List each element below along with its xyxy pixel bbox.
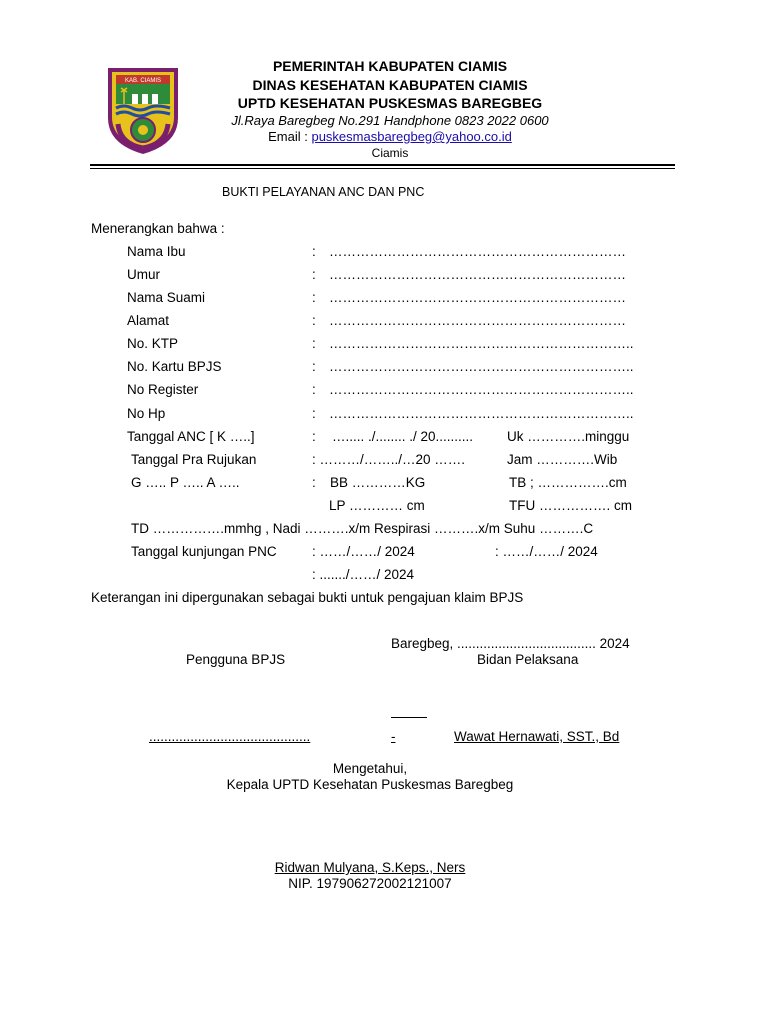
header-city: Ciamis <box>371 146 409 160</box>
field-sep: : <box>312 267 316 282</box>
field-sep: : <box>312 313 316 328</box>
header-department: DINAS KESEHATAN KABUPATEN CIAMIS <box>252 77 528 93</box>
acknowledge-text: Mengetahui, <box>332 761 408 776</box>
pnc-date-2[interactable]: : ……/……/ 2024 <box>495 544 598 559</box>
header-puskesmas: UPTD KESEHATAN PUSKESMAS BAREGBEG <box>237 95 543 111</box>
header-email-line <box>180 129 600 144</box>
place-date: Baregbeg, ..................................... 2024 <box>391 636 630 651</box>
gpa-tb[interactable]: TB ; …………….cm <box>509 475 627 490</box>
pnc-date-1[interactable]: : ……/……/ 2024 <box>312 544 415 559</box>
field-sep: : <box>312 336 316 351</box>
field-label-nama-ibu: Nama Ibu <box>127 244 186 259</box>
email-link[interactable]: puskesmasbaregbeg@yahoo.co.id <box>311 129 512 144</box>
anc-sep: : <box>312 429 316 444</box>
rujukan-date[interactable]: : ………/……../…20 ……. <box>312 452 466 467</box>
header-divider <box>90 164 675 166</box>
gpa-label: G ….. P ….. A ….. <box>131 475 240 490</box>
vitals-line[interactable]: TD …………….mmhg , Nadi ……….x/m Respirasi ……….x/m Suhu ……….C <box>131 521 594 536</box>
signature-dash: - <box>391 729 396 744</box>
field-label-no-ktp: No. KTP <box>127 336 179 351</box>
document-title: BUKTI PELAYANAN ANC DAN PNC <box>222 185 425 199</box>
field-value-alamat[interactable]: ………………………………………………………… <box>329 313 626 328</box>
right-signature-name: Wawat Hernawati, SST., Bd <box>454 729 620 744</box>
field-value-no-hp[interactable]: ………………………………………………………….. <box>329 406 634 421</box>
head-role: Kepala UPTD Kesehatan Puskesmas Baregbeg <box>226 777 514 792</box>
field-sep: : <box>312 359 316 374</box>
header-address: Jl.Raya Baregbeg No.291 Handphone 0823 2022 0600 <box>231 113 549 128</box>
field-value-nama-suami[interactable]: ………………………………………………………… <box>329 290 626 305</box>
email-label: Email : <box>268 129 312 144</box>
ciamis-emblem-icon <box>104 60 182 156</box>
rujukan-jam[interactable]: Jam ………….Wib <box>507 452 618 467</box>
field-label-no-hp: No Hp <box>127 406 166 421</box>
field-label-no-register: No Register <box>127 382 199 397</box>
field-label-nama-suami: Nama Suami <box>127 290 206 305</box>
field-sep: : <box>312 290 316 305</box>
right-role: Bidan Pelaksana <box>477 652 579 667</box>
field-sep: : <box>312 406 316 421</box>
field-label-kartu-bpjs: No. Kartu BPJS <box>127 359 222 374</box>
field-value-kartu-bpjs[interactable]: ………………………………………………………….. <box>329 359 634 374</box>
head-nip: NIP. 197906272002121007 <box>288 876 452 891</box>
gpa-sep: : <box>312 475 316 490</box>
pnc-date-3[interactable]: : ......./……/ 2024 <box>312 567 415 582</box>
field-value-no-register[interactable]: ………………………………………………………….. <box>329 382 634 397</box>
gpa-bb[interactable]: BB …………KG <box>330 475 426 490</box>
gpa-lp[interactable]: LP ………… cm <box>329 498 425 513</box>
field-sep: : <box>312 382 316 397</box>
left-role: Pengguna BPJS <box>186 652 286 667</box>
field-value-nama-ibu[interactable]: ………………………………………………………… <box>329 244 626 259</box>
header-government: PEMERINTAH KABUPATEN CIAMIS <box>272 58 508 74</box>
pnc-label: Tanggal kunjungan PNC <box>131 544 277 559</box>
intro-text: Menerangkan bahwa : <box>91 221 225 236</box>
header-divider-thin <box>90 168 675 169</box>
rujukan-label: Tanggal Pra Rujukan <box>131 452 257 467</box>
anc-uk[interactable]: Uk ………….minggu <box>507 429 630 444</box>
signature-short-line <box>391 717 427 718</box>
left-signature-name: ........................................... <box>149 729 311 744</box>
field-sep: : <box>312 244 316 259</box>
anc-date[interactable]: …..... ./........ ./ 20.......... <box>332 429 474 444</box>
field-label-alamat: Alamat <box>127 313 170 328</box>
svg-text:KAB. CIAMIS: KAB. CIAMIS <box>124 78 162 84</box>
head-name: Ridwan Mulyana, S.Keps., Ners <box>274 860 466 875</box>
purpose-text: Keterangan ini dipergunakan sebagai bukti untuk pengajuan klaim BPJS <box>91 590 524 605</box>
field-value-umur[interactable]: ………………………………………………………… <box>329 267 626 282</box>
anc-label: Tanggal ANC [ K …..] <box>127 429 255 444</box>
gpa-tfu[interactable]: TFU ……………. cm <box>509 498 632 513</box>
field-label-umur: Umur <box>127 267 160 282</box>
field-value-no-ktp[interactable]: ………………………………………………………….. <box>329 336 634 351</box>
ciamis-logo <box>104 60 182 156</box>
